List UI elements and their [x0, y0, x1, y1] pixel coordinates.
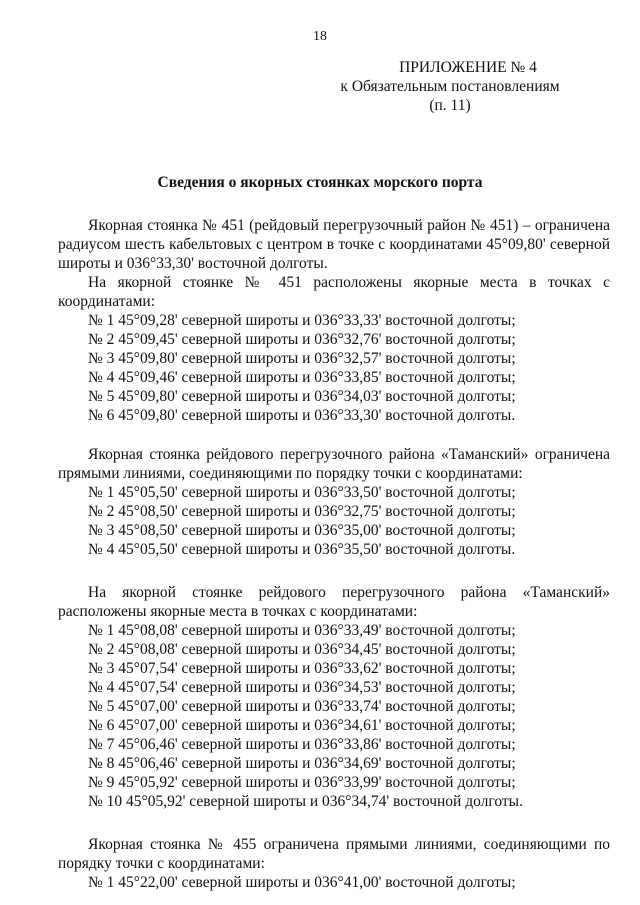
coordinate-item: № 1 45°22,00' северной широты и 036°41,00' восточной долготы;	[88, 874, 516, 891]
paragraph: На якорной стоянке № 451 расположены якорные места в точках с координатами:	[58, 274, 610, 310]
coordinate-item: № 6 45°07,00' северной широты и 036°34,61' восточной долготы;	[88, 717, 516, 734]
coordinate-item: № 3 45°09,80' северной широты и 036°32,57' восточной долготы;	[88, 350, 516, 367]
coordinate-list	[58, 483, 610, 559]
document-body	[58, 216, 610, 892]
coordinate-item: № 4 45°09,46' северной широты и 036°33,85' восточной долготы;	[88, 369, 516, 386]
coordinate-item: № 1 45°08,08' северной широты и 036°33,49' восточной долготы;	[88, 622, 516, 639]
coordinate-item: № 1 45°09,28' северной широты и 036°33,33' восточной долготы;	[88, 312, 516, 329]
paragraph: На якорной стоянке рейдового перегрузочного района «Таманский» расположены якорные места в точках с координатами:	[58, 584, 610, 620]
coordinate-item: № 2 45°08,08' северной широты и 036°34,45' восточной долготы;	[88, 641, 516, 658]
appendix-ref: (п. 11)	[429, 97, 471, 114]
document-heading: Сведения о якорных стоянках морского порта	[157, 174, 483, 191]
page-number: 18	[313, 29, 327, 44]
coordinate-list	[58, 311, 610, 425]
paragraph: Якорная стоянка рейдового перегрузочного района «Таманский» ограничена прямыми линиями, соединяющими по порядку точки с координатами:	[58, 446, 610, 482]
paragraph: Якорная стоянка № 455 ограничена прямыми линиями, соединяющими по порядку точки с координатами:	[58, 836, 610, 872]
coordinate-item: № 4 45°07,54' северной широты и 036°34,53' восточной долготы;	[88, 679, 516, 696]
coordinate-item: № 4 45°05,50' северной широты и 036°35,50' восточной долготы.	[88, 541, 516, 558]
section-tamansky-anchor-places	[58, 583, 610, 811]
coordinate-item: № 2 45°08,50' северной широты и 036°32,75' восточной долготы;	[88, 503, 516, 520]
coordinate-list	[58, 621, 610, 811]
paragraph: Якорная стоянка № 451 (рейдовый перегрузочный район № 451) – ограничена радиусом шесть кабельтовых с центром в точке с координатами 45°09,80' северной широты и 036°33,30' восточной долготы.	[58, 217, 610, 272]
coordinate-list	[58, 873, 610, 892]
coordinate-item: № 6 45°09,80' северной широты и 036°33,30' восточной долготы.	[88, 407, 516, 424]
appendix-header	[300, 58, 600, 115]
section-anchorage-451	[58, 216, 610, 425]
section-tamansky-boundary	[58, 445, 610, 559]
appendix-subtitle: к Обязательным постановлениям	[340, 78, 560, 95]
coordinate-item: № 2 45°09,45' северной широты и 036°32,76' восточной долготы;	[88, 331, 516, 348]
coordinate-item: № 1 45°05,50' северной широты и 036°33,50' восточной долготы;	[88, 484, 516, 501]
coordinate-item: № 3 45°08,50' северной широты и 036°35,00' восточной долготы;	[88, 522, 516, 539]
appendix-title: ПРИЛОЖЕНИЕ № 4	[399, 59, 537, 76]
coordinate-item: № 10 45°05,92' северной широты и 036°34,74' восточной долготы.	[88, 793, 523, 810]
section-anchorage-455	[58, 835, 610, 892]
coordinate-item: № 7 45°06,46' северной широты и 036°33,86' восточной долготы;	[88, 736, 516, 753]
coordinate-item: № 9 45°05,92' северной широты и 036°33,99' восточной долготы;	[88, 774, 516, 791]
coordinate-item: № 5 45°07,00' северной широты и 036°33,74' восточной долготы;	[88, 698, 516, 715]
coordinate-item: № 8 45°06,46' северной широты и 036°34,69' восточной долготы;	[88, 755, 516, 772]
coordinate-item: № 3 45°07,54' северной широты и 036°33,62' восточной долготы;	[88, 660, 516, 677]
coordinate-item: № 5 45°09,80' северной широты и 036°34,03' восточной долготы;	[88, 388, 516, 405]
